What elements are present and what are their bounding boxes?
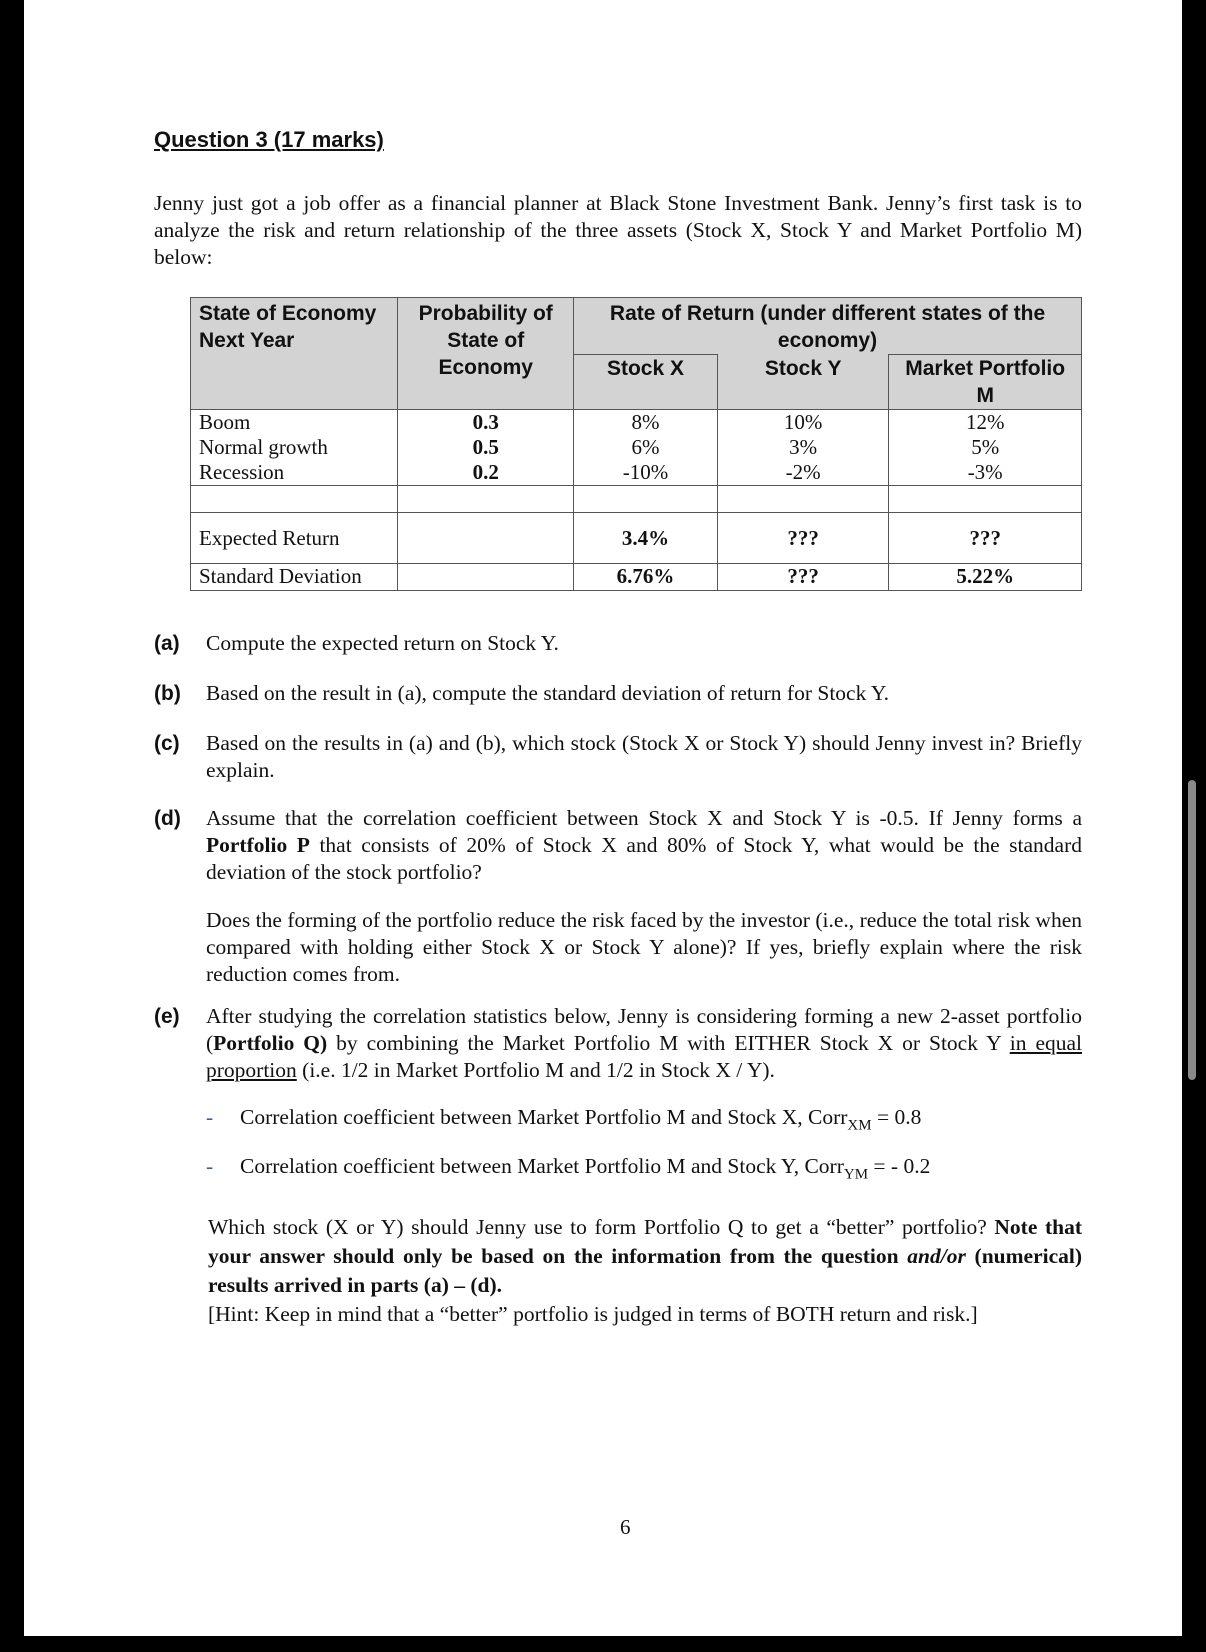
header-stock-y: Stock Y xyxy=(717,355,888,410)
question-title: Question 3 (17 marks) xyxy=(154,127,384,152)
part-d xyxy=(154,805,1082,988)
table-spacer-row xyxy=(191,486,1082,513)
part-d-question: Does the forming of the portfolio reduce the risk faced by the investor (i.e., reduce the total risk when compared with holding either Stock X or Stock Y alone)? If yes, briefly explain where the risk reduction comes from. xyxy=(206,908,1082,986)
dash-bullet-icon: - xyxy=(206,1105,214,1129)
prob-cell: 0.5 xyxy=(398,435,574,460)
part-b-label: (b) xyxy=(154,682,181,705)
vertical-scrollbar[interactable] xyxy=(1188,780,1196,1080)
market-cell: 5% xyxy=(889,435,1082,460)
header-stock-x: Stock X xyxy=(574,355,718,410)
expected-return-label: Expected Return xyxy=(191,513,398,564)
table-row xyxy=(191,460,1082,486)
expected-return-row xyxy=(191,513,1082,564)
part-e-question: Which stock (X or Y) should Jenny use to form Portfolio Q to get a “better” portfolio? Note that your answer should only be based on the information from the question and/or (numerical) results arrived in parts (a) – (d). [Hint: Keep in mind that a “better” portfolio is judged in terms of BOTH return and risk.] xyxy=(208,1214,1083,1326)
part-e xyxy=(154,1003,1082,1329)
part-c-text: Based on the results in (a) and (b), which stock (Stock X or Stock Y) should Jenny invest in? Briefly explain. xyxy=(206,731,1082,782)
part-e-label: (e) xyxy=(154,1005,180,1028)
market-cell: 12% xyxy=(889,410,1082,436)
expected-y: ??? xyxy=(717,513,888,564)
expected-x: 3.4% xyxy=(574,513,718,564)
correlation-list xyxy=(206,1104,1082,1189)
part-a-text: Compute the expected return on Stock Y. xyxy=(206,631,559,655)
stock-y-cell: 3% xyxy=(717,435,888,460)
table-header-row xyxy=(191,298,1082,355)
header-market: Market Portfolio M xyxy=(889,355,1082,410)
portfolio-p-term: Portfolio P xyxy=(206,833,310,857)
equal-proportion-term: in equal proportion xyxy=(206,1031,1083,1082)
part-d-label: (d) xyxy=(154,807,181,830)
part-a-label: (a) xyxy=(154,632,180,655)
part-a xyxy=(154,630,1082,657)
note-text: Note that your answer should only be based on the information from the question and/or (numerical) results arrived in parts (a) – (d). xyxy=(208,1214,1083,1297)
dash-bullet-icon: - xyxy=(206,1154,214,1179)
table-row xyxy=(191,410,1082,436)
stock-y-cell: -2% xyxy=(717,460,888,486)
expected-m: ??? xyxy=(889,513,1082,564)
part-b-text: Based on the result in (a), compute the standard deviation of return for Stock Y. xyxy=(206,681,890,705)
page-number: 6 xyxy=(620,1515,631,1539)
prob-cell: 0.2 xyxy=(398,460,574,486)
stock-x-cell: 6% xyxy=(574,435,718,460)
part-c-label: (c) xyxy=(154,732,180,755)
stdev-m: 5.22% xyxy=(889,564,1082,591)
market-cell: -3% xyxy=(889,460,1082,486)
list-item: - Correlation coefficient between Market Portfolio M and Stock Y, Corr$_{YM}$ = - 0.2 xyxy=(206,1154,931,1183)
part-e-text: After studying the correlation statistics below, Jenny is considering forming a new 2-asset portfolio (Portfolio Q) by combining the Market Portfolio M with EITHER Stock X or Stock Y in equal proportion (i.e. 1/2 in Market Portfolio M and 1/2 in Stock X / Y). xyxy=(206,1004,1083,1082)
stdev-label: Standard Deviation xyxy=(191,564,398,591)
part-d-text: Assume that the correlation coefficient between Stock X and Stock Y is -0.5. If Jenny forms a Portfolio P that consists of 20% of Stock X and 80% of Stock Y, what would be the standard deviation of the stock portfolio? xyxy=(206,806,1083,884)
table-row xyxy=(191,435,1082,460)
hint-text: [Hint: Keep in mind that a “better” portfolio is judged in terms of BOTH return and risk.] xyxy=(208,1301,978,1326)
standard-deviation-row xyxy=(191,564,1082,591)
part-c xyxy=(154,730,1082,784)
list-item: - Correlation coefficient between Market Portfolio M and Stock X, Corr$_{XM}$ = 0.8 xyxy=(206,1105,922,1134)
portfolio-q-term: Portfolio Q) xyxy=(213,1031,328,1055)
header-state: State of Economy Next Year xyxy=(191,298,398,410)
state-cell: Normal growth xyxy=(191,435,398,460)
stdev-x: 6.76% xyxy=(574,564,718,591)
header-rate-of-return: Rate of Return (under different states of the economy) xyxy=(574,298,1082,355)
stock-x-cell: 8% xyxy=(574,410,718,436)
returns-table xyxy=(190,297,1082,591)
intro-paragraph: Jenny just got a job offer as a financial planner at Black Stone Investment Bank. Jenny’s first task is to analyze the risk and return relationship of the three assets (Stock X, Stock Y and Market Portfolio M) below: xyxy=(154,191,1082,269)
state-cell: Recession xyxy=(191,460,398,486)
prob-cell: 0.3 xyxy=(398,410,574,436)
stock-y-cell: 10% xyxy=(717,410,888,436)
stock-x-cell: -10% xyxy=(574,460,718,486)
document-page xyxy=(24,0,1182,1636)
part-b xyxy=(154,680,1082,707)
state-cell: Boom xyxy=(191,410,398,436)
stdev-y: ??? xyxy=(717,564,888,591)
header-probability: Probability of State of Economy xyxy=(398,298,574,410)
